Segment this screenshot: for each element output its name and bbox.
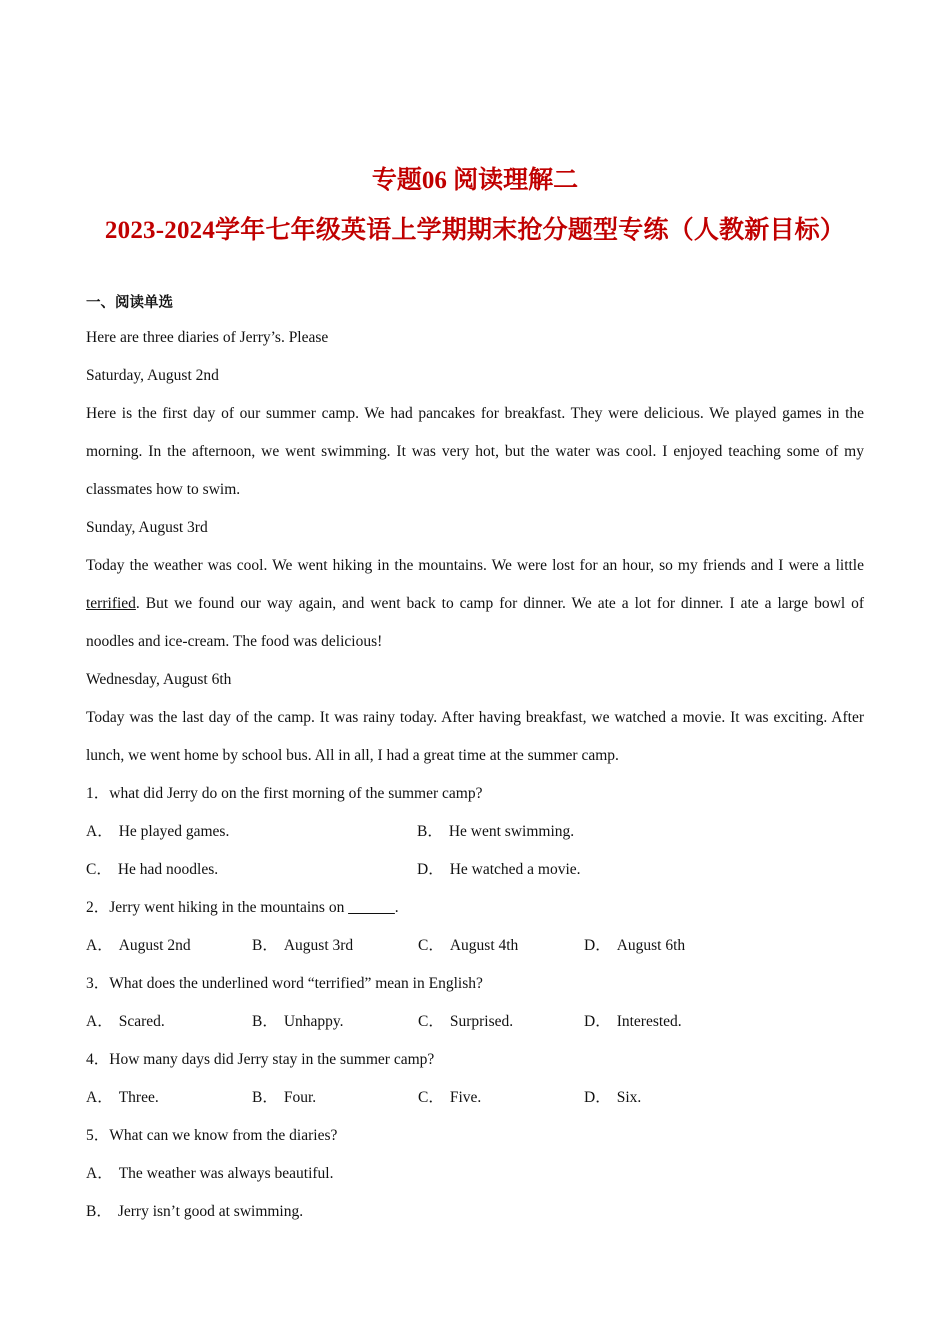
- option-text: August 4th: [449, 937, 519, 954]
- option: [86, 1193, 864, 1231]
- underlined-word: terrified: [86, 595, 136, 612]
- question-number: 5．: [86, 1127, 110, 1144]
- document-body: [86, 291, 864, 1231]
- question-text: What can we know from the diaries?: [109, 1127, 338, 1144]
- option: [252, 927, 418, 965]
- option: [418, 1003, 584, 1041]
- option: [86, 1003, 252, 1041]
- passage-intro: Here are three diaries of Jerry’s. Please: [86, 329, 329, 346]
- option: [252, 1079, 418, 1117]
- option: [417, 851, 748, 889]
- option-text: August 6th: [616, 937, 686, 954]
- option-row: [86, 927, 864, 965]
- diary-text: Here is the first day of our summer camp. We had pancakes for breakfast. They were delicious. We played games in the morning. In the afternoon, we went swimming. It was very hot, but the water was cool. I enjoyed teaching some of my classmates how to swim.: [86, 405, 864, 498]
- section-heading: 一、阅读单选: [86, 295, 173, 311]
- option: [418, 1079, 584, 1117]
- option: [584, 1079, 750, 1117]
- option-row: [86, 851, 864, 889]
- question-number: 2．: [86, 899, 110, 916]
- option-text: Jerry isn’t good at swimming.: [117, 1203, 304, 1220]
- option-letter: A．: [86, 937, 113, 954]
- question-text: what did Jerry do on the first morning of the summer camp?: [109, 785, 483, 802]
- question-text: How many days did Jerry stay in the summer camp?: [109, 1051, 435, 1068]
- option-row: [86, 1003, 864, 1041]
- question: [86, 965, 864, 1003]
- question-number: 3．: [86, 975, 110, 992]
- question-number: 4．: [86, 1051, 110, 1068]
- option-letter: A．: [86, 1089, 113, 1106]
- option-letter: C．: [418, 1089, 444, 1106]
- option-text: He played games.: [118, 823, 230, 840]
- option-text: Six.: [616, 1089, 642, 1106]
- option: [86, 851, 417, 889]
- option-text: Three.: [118, 1089, 159, 1106]
- option-letter: C．: [86, 861, 112, 878]
- option-letter: C．: [418, 937, 444, 954]
- option-text: Five.: [449, 1089, 482, 1106]
- question-text: What does the underlined word “terrified” mean in English?: [109, 975, 483, 992]
- option: [252, 1003, 418, 1041]
- option: [417, 813, 748, 851]
- option-text: Scared.: [118, 1013, 165, 1030]
- diary-text-part: . But we found our way again, and went back to camp for dinner. We ate a lot for dinner. I ate a large bowl of noodles and ice-cream. The food was delicious!: [86, 595, 864, 650]
- diary-date: Wednesday, August 6th: [86, 671, 232, 688]
- option-letter: B．: [417, 823, 443, 840]
- diary-text: Today was the last day of the camp. It was rainy today. After having breakfast, we watched a movie. It was exciting. After lunch, we went home by school bus. All in all, I had a great time at the summer camp.: [86, 709, 864, 764]
- option-letter: B．: [252, 1089, 278, 1106]
- question-end: .: [394, 899, 399, 916]
- option-text: Interested.: [616, 1013, 682, 1030]
- option-letter: C．: [418, 1013, 444, 1030]
- question: [86, 1117, 864, 1155]
- option-text: The weather was always beautiful.: [118, 1165, 334, 1182]
- option-letter: A．: [86, 823, 113, 840]
- document-subtitle: 2023-2024学年七年级英语上学期期末抢分题型专练（人教新目标）: [104, 217, 846, 244]
- diary-date: Sunday, August 3rd: [86, 519, 208, 536]
- option-letter: A．: [86, 1165, 113, 1182]
- option: [584, 1003, 750, 1041]
- option: [418, 927, 584, 965]
- option-letter: D．: [584, 937, 611, 954]
- option-letter: B．: [252, 937, 278, 954]
- option-text: August 3rd: [283, 937, 354, 954]
- option-text: He watched a movie.: [449, 861, 581, 878]
- option: [86, 1079, 252, 1117]
- option-letter: B．: [252, 1013, 278, 1030]
- question: [86, 775, 864, 813]
- diary-text: [86, 547, 864, 661]
- question: [86, 1041, 864, 1079]
- option-letter: B．: [86, 1203, 112, 1220]
- question: [86, 889, 864, 927]
- diary-date: Saturday, August 2nd: [86, 367, 219, 384]
- question-number: 1．: [86, 785, 110, 802]
- option-text: Four.: [283, 1089, 317, 1106]
- answer-blank: ______: [348, 899, 395, 916]
- option-text: Surprised.: [449, 1013, 514, 1030]
- question-text: Jerry went hiking in the mountains on: [109, 899, 349, 916]
- option: [86, 927, 252, 965]
- option-letter: A．: [86, 1013, 113, 1030]
- option-text: He had noodles.: [117, 861, 219, 878]
- option-letter: D．: [417, 861, 444, 878]
- option: [86, 813, 417, 851]
- option: [584, 927, 750, 965]
- option: [86, 1155, 864, 1193]
- document-title: 专题06 阅读理解二: [371, 167, 579, 194]
- option-text: He went swimming.: [448, 823, 575, 840]
- option-text: Unhappy.: [283, 1013, 344, 1030]
- option-text: August 2nd: [118, 937, 191, 954]
- diary-text-part: Today the weather was cool. We went hiking in the mountains. We were lost for an hour, so my friends and I were a little: [86, 557, 864, 574]
- option-letter: D．: [584, 1089, 611, 1106]
- option-letter: D．: [584, 1013, 611, 1030]
- option-row: [86, 1079, 864, 1117]
- option-row: [86, 813, 864, 851]
